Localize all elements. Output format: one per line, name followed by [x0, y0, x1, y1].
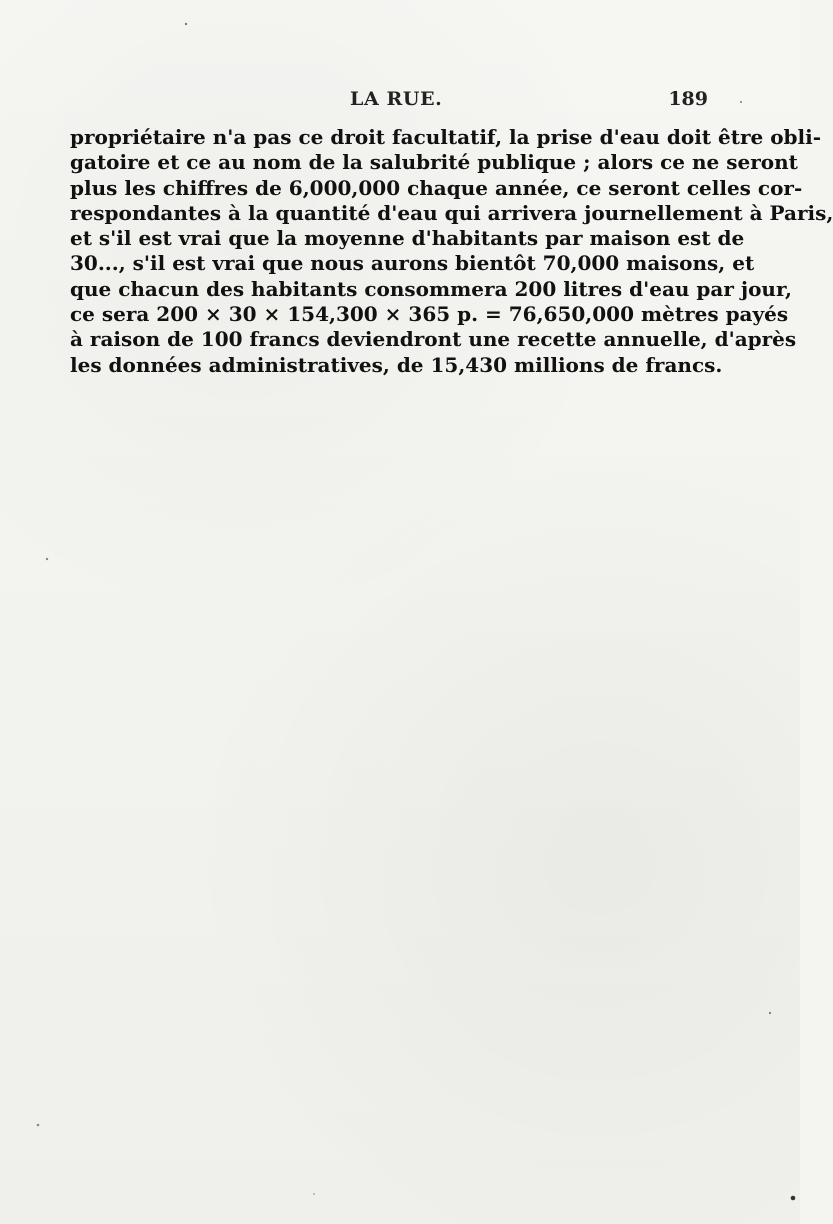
paper-speck: [313, 1193, 315, 1195]
paper-speck: [791, 1196, 796, 1201]
page-number: 189: [668, 88, 708, 110]
paper-speck: [185, 23, 187, 25]
text-line: gatoire et ce au nom de la salubrité publique ; alors ce ne seront: [70, 150, 798, 175]
paper-speck: [740, 101, 742, 103]
text-line: à raison de 100 francs deviendront une recette annuelle, d'après: [70, 327, 797, 352]
paper-speck: [46, 558, 48, 560]
text-line: les données administratives, de 15,430 millions de francs.: [70, 352, 723, 377]
text-line: 30..., s'il est vrai que nous aurons bientôt 70,000 maisons, et: [70, 251, 755, 276]
text-line: respondantes à la quantité d'eau qui arrivera journellement à Paris,: [70, 200, 833, 225]
page-header: [70, 88, 710, 116]
text-line: propriétaire n'a pas ce droit facultatif, la prise d'eau doit être obli-: [70, 125, 822, 149]
text-line: ce sera 200 ⨯ 30 ⨯ 154,300 ⨯ 365 p. = 76,650,000 mètres payés: [70, 302, 789, 327]
text-line: et s'il est vrai que la moyenne d'habitants par maison est de: [70, 226, 745, 251]
main-paragraph: [70, 125, 833, 378]
text-line: que chacun des habitants consommera 200 litres d'eau par jour,: [70, 276, 793, 301]
text-line: plus les chiffres de 6,000,000 chaque année, ce seront celles cor-: [70, 175, 803, 200]
show-through-text: [65, 405, 715, 1165]
paper-speck: [769, 1012, 771, 1014]
paper-speck: [37, 1124, 40, 1127]
running-title: LA RUE.: [350, 88, 443, 110]
